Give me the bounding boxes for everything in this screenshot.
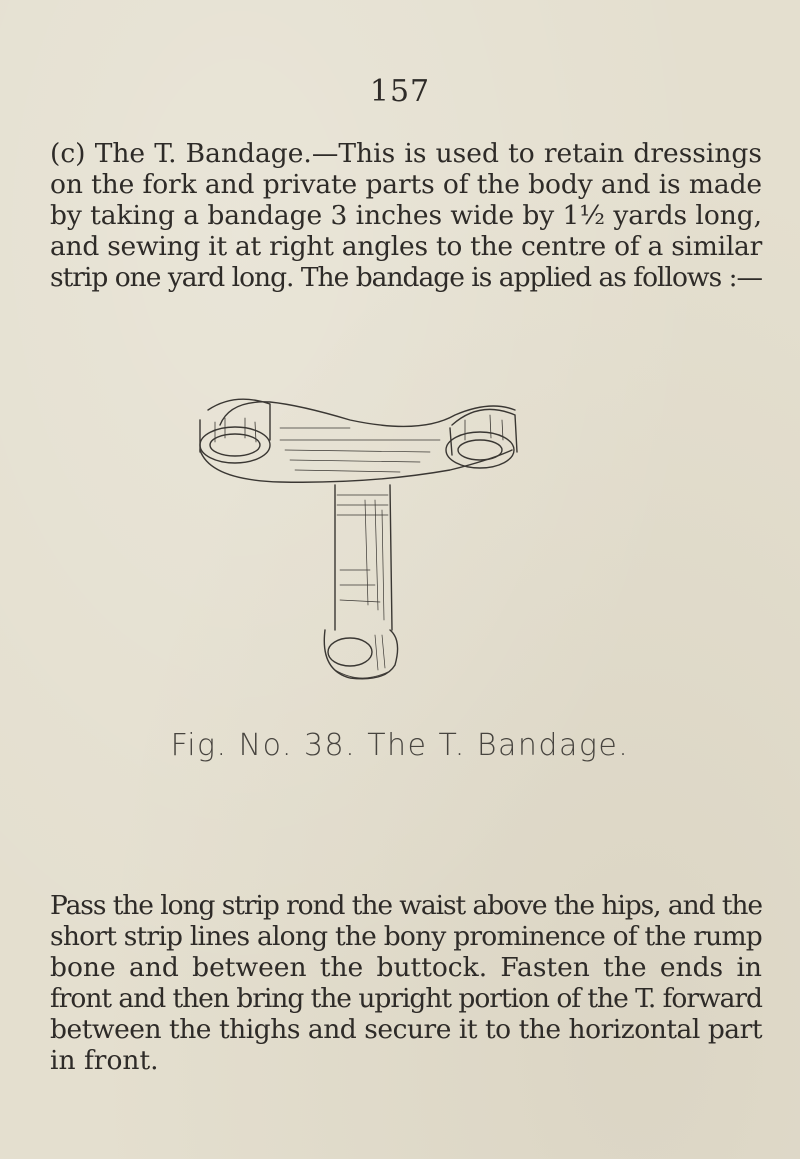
text-line: bone and between the buttock. Fasten the ends in (50, 952, 762, 983)
figure-caption: Fig. No. 38. The T. Bandage. (170, 728, 630, 763)
text-line: between the thighs and secure it to the horizontal part (50, 1014, 762, 1045)
paragraph-t-bandage-intro (50, 138, 762, 293)
paragraph-application-instructions (50, 890, 762, 1076)
text-line: strip one yard long. The bandage is applied as follows :— (50, 262, 762, 293)
t-bandage-illustration (190, 380, 530, 690)
text-line: (c) The T. Bandage.—This is used to retain dressings (50, 138, 762, 169)
t-bandage-drawing (190, 380, 530, 690)
page-number: 157 (369, 74, 431, 109)
text-line: by taking a bandage 3 inches wide by 1½ yards long, (50, 200, 762, 231)
text-line: Pass the long strip rond the waist above the hips, and the (50, 890, 763, 921)
text-line: in front. (50, 1045, 159, 1076)
text-line: short strip lines along the bony prominence of the rump (50, 921, 762, 952)
text-line: on the fork and private parts of the body and is made (50, 169, 762, 200)
text-line: and sewing it at right angles to the centre of a similar (50, 231, 762, 262)
text-line: front and then bring the upright portion of the T. forward (50, 983, 762, 1014)
